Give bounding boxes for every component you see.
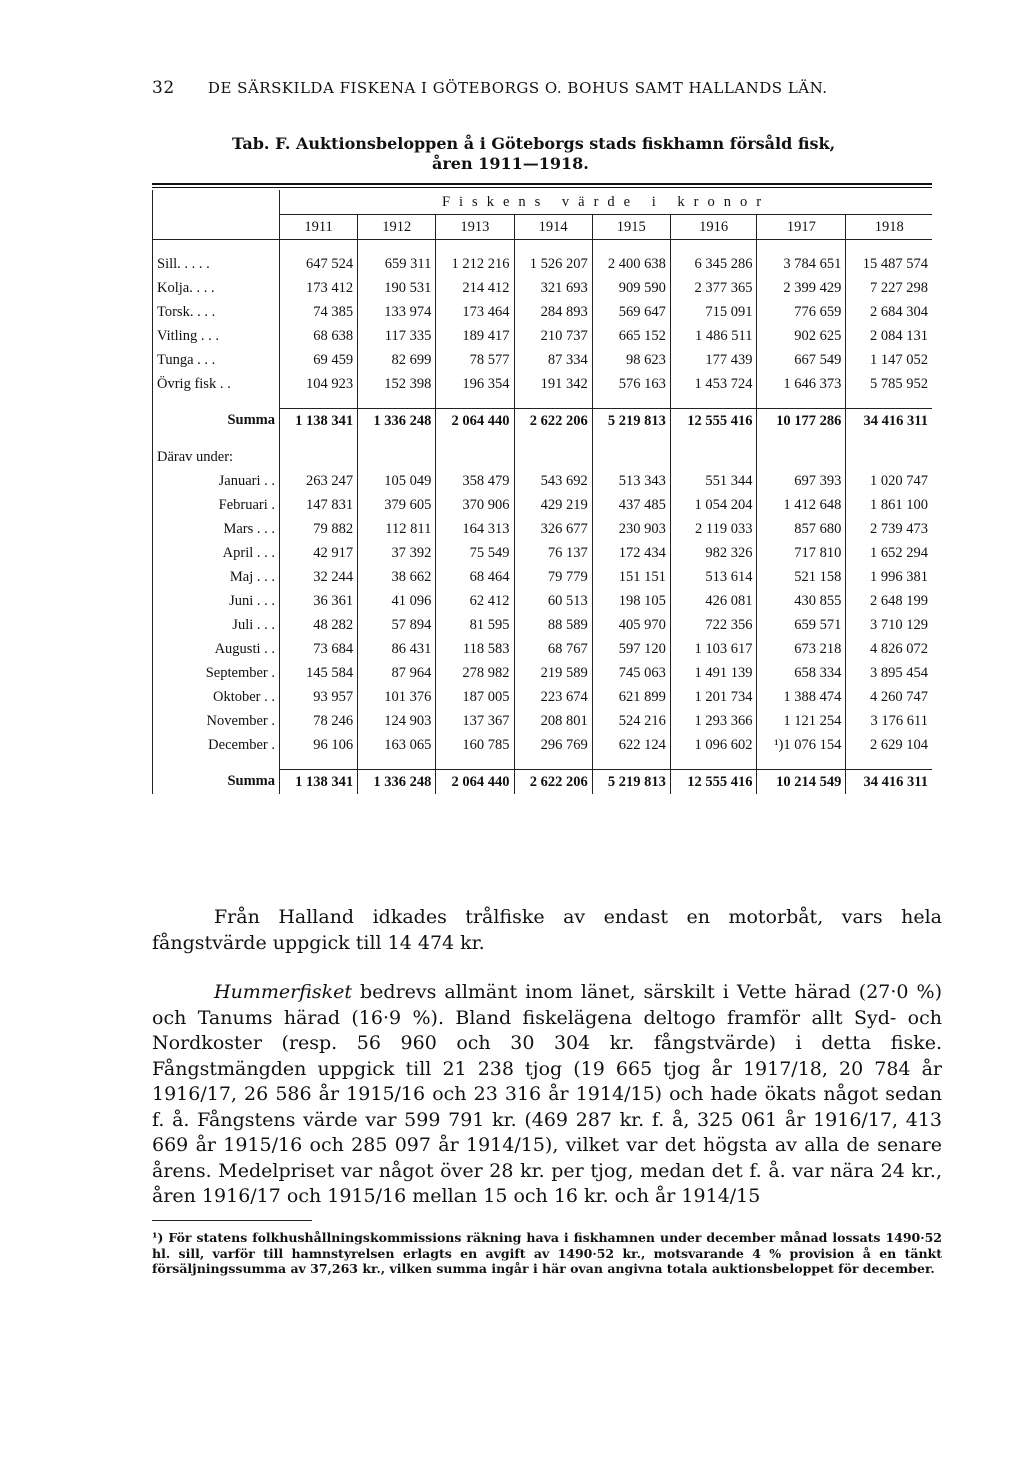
row-label: Februari .	[153, 493, 280, 517]
value-cell: 7 227 298	[846, 276, 932, 300]
value-cell: 87 334	[514, 348, 592, 372]
spacer-cell	[358, 240, 436, 253]
value-cell: 5 785 952	[846, 372, 932, 396]
month-row	[153, 733, 933, 757]
value-cell: 190 531	[358, 276, 436, 300]
empty-cell	[436, 445, 514, 469]
month-row	[153, 469, 933, 493]
row-label: Augusti . .	[153, 637, 280, 661]
value-cell: 659 311	[358, 252, 436, 276]
value-cell: 1 138 341	[280, 409, 358, 434]
empty-cell	[670, 445, 757, 469]
value-cell: 42 917	[280, 541, 358, 565]
spacer-cell	[592, 240, 670, 253]
value-cell: 189 417	[436, 324, 514, 348]
spacer-cell	[670, 240, 757, 253]
species-row	[153, 372, 933, 396]
row-label: Juli . . .	[153, 613, 280, 637]
value-cell: 5 219 813	[592, 770, 670, 795]
value-cell: 597 120	[592, 637, 670, 661]
value-cell: 86 431	[358, 637, 436, 661]
value-cell: 152 398	[358, 372, 436, 396]
value-cell: 12 555 416	[670, 409, 757, 434]
spacer-cell	[592, 396, 670, 409]
value-cell: 145 584	[280, 661, 358, 685]
spacer-cell	[846, 757, 932, 770]
value-cell: 88 589	[514, 613, 592, 637]
value-cell: 78 246	[280, 709, 358, 733]
spacer-cell	[436, 433, 514, 445]
spacer-cell	[280, 240, 358, 253]
value-cell: 187 005	[436, 685, 514, 709]
value-cell: 284 893	[514, 300, 592, 324]
value-cell: 81 595	[436, 613, 514, 637]
value-cell: 38 662	[358, 565, 436, 589]
row-label: Januari . .	[153, 469, 280, 493]
value-cell: 68 464	[436, 565, 514, 589]
spacer-cell	[757, 240, 846, 253]
row-label: Mars . . .	[153, 517, 280, 541]
value-cell: 1 453 724	[670, 372, 757, 396]
row-label: September .	[153, 661, 280, 685]
value-cell: 576 163	[592, 372, 670, 396]
value-cell: 2 629 104	[846, 733, 932, 757]
value-cell: 513 614	[670, 565, 757, 589]
value-cell: 1 121 254	[757, 709, 846, 733]
spacer-cell	[514, 396, 592, 409]
value-cell: 370 906	[436, 493, 514, 517]
value-cell: 73 684	[280, 637, 358, 661]
empty-cell	[358, 445, 436, 469]
value-cell: 75 549	[436, 541, 514, 565]
month-row	[153, 589, 933, 613]
row-label: December .	[153, 733, 280, 757]
value-cell: 5 219 813	[592, 409, 670, 434]
spacer-cell	[592, 433, 670, 445]
month-row	[153, 541, 933, 565]
value-cell: 151 151	[592, 565, 670, 589]
value-cell: 230 903	[592, 517, 670, 541]
value-cell: 2 119 033	[670, 517, 757, 541]
value-cell: 521 158	[757, 565, 846, 589]
spacer-cell	[436, 396, 514, 409]
species-row	[153, 276, 933, 300]
month-row	[153, 637, 933, 661]
value-cell: 62 412	[436, 589, 514, 613]
value-cell: 2 400 638	[592, 252, 670, 276]
spacer-row	[153, 757, 933, 770]
year-header: 1916	[670, 215, 757, 240]
table-top-rule-thin	[152, 187, 932, 188]
value-cell: 326 677	[514, 517, 592, 541]
row-label: Sill. . . . .	[153, 252, 280, 276]
year-header: 1913	[436, 215, 514, 240]
value-cell: 3 895 454	[846, 661, 932, 685]
species-row	[153, 348, 933, 372]
species-row	[153, 324, 933, 348]
value-cell: 173 412	[280, 276, 358, 300]
value-cell: 172 434	[592, 541, 670, 565]
year-header: 1911	[280, 215, 358, 240]
month-row	[153, 493, 933, 517]
row-label: Torsk. . . .	[153, 300, 280, 324]
month-row	[153, 661, 933, 685]
spacer-cell	[436, 240, 514, 253]
value-cell: 3 176 611	[846, 709, 932, 733]
value-cell: 524 216	[592, 709, 670, 733]
row-label: Juni . . .	[153, 589, 280, 613]
value-cell: 191 342	[514, 372, 592, 396]
value-cell: 1 861 100	[846, 493, 932, 517]
value-cell: 4 826 072	[846, 637, 932, 661]
empty-cell	[757, 445, 846, 469]
value-cell: 358 479	[436, 469, 514, 493]
corner-cell	[153, 215, 280, 240]
value-cell: 429 219	[514, 493, 592, 517]
value-cell: 2 064 440	[436, 409, 514, 434]
value-cell: 214 412	[436, 276, 514, 300]
spacer-cell	[153, 240, 280, 253]
spacer-row	[153, 240, 933, 253]
value-cell: 551 344	[670, 469, 757, 493]
value-cell: 118 583	[436, 637, 514, 661]
spacer-cell	[757, 396, 846, 409]
month-row	[153, 565, 933, 589]
value-cell: 776 659	[757, 300, 846, 324]
row-label: Summa	[153, 770, 280, 795]
year-header: 1915	[592, 215, 670, 240]
value-cell: 6 345 286	[670, 252, 757, 276]
value-cell: 1 336 248	[358, 770, 436, 795]
value-cell: 543 692	[514, 469, 592, 493]
corner-cell	[153, 190, 280, 215]
value-cell: 4 260 747	[846, 685, 932, 709]
footnote: ¹) För statens folkhushållningskommissions räkning hava i fiskhamnen under december månad lossats 1490·52 hl. sill, varför till hamnstyrelsen erlagts en avgift av 1490·52 kr., motsvarande 4 % provision å en tänkt försäljningssumma av 37,263 kr., vilken summa ingår i här ovan angivna totala auktionsbeloppet för december.	[152, 1230, 942, 1276]
year-header-row	[153, 215, 933, 240]
value-cell: 82 699	[358, 348, 436, 372]
value-cell: 60 513	[514, 589, 592, 613]
value-cell: 2 622 206	[514, 409, 592, 434]
row-label: Vitling . . .	[153, 324, 280, 348]
summa-row	[153, 409, 933, 434]
value-cell: 647 524	[280, 252, 358, 276]
species-row	[153, 300, 933, 324]
value-cell: 1 020 747	[846, 469, 932, 493]
value-cell: 117 335	[358, 324, 436, 348]
empty-cell	[280, 445, 358, 469]
value-cell: 3 710 129	[846, 613, 932, 637]
value-cell: 101 376	[358, 685, 436, 709]
value-cell: 87 964	[358, 661, 436, 685]
value-cell: 2 377 365	[670, 276, 757, 300]
year-header: 1918	[846, 215, 932, 240]
spacer-cell	[757, 757, 846, 770]
spacer-row	[153, 396, 933, 409]
value-cell: 104 923	[280, 372, 358, 396]
value-cell: 68 638	[280, 324, 358, 348]
spacer-cell	[358, 396, 436, 409]
span-header-row	[153, 190, 933, 215]
value-cell: 147 831	[280, 493, 358, 517]
spacer-cell	[670, 396, 757, 409]
value-cell: 1 526 207	[514, 252, 592, 276]
value-cell: 673 218	[757, 637, 846, 661]
value-cell: 278 982	[436, 661, 514, 685]
spacer-cell	[514, 757, 592, 770]
value-cell: 1 293 366	[670, 709, 757, 733]
spacer-row	[153, 433, 933, 445]
value-cell: 198 105	[592, 589, 670, 613]
value-cell: 76 137	[514, 541, 592, 565]
value-cell: 722 356	[670, 613, 757, 637]
value-cell: 667 549	[757, 348, 846, 372]
spacer-cell	[153, 396, 280, 409]
page-number: 32	[152, 78, 175, 98]
month-row	[153, 613, 933, 637]
value-cell: 405 970	[592, 613, 670, 637]
value-cell: ¹)1 076 154	[757, 733, 846, 757]
value-cell: 697 393	[757, 469, 846, 493]
value-cell: 208 801	[514, 709, 592, 733]
value-cell: 1 201 734	[670, 685, 757, 709]
value-cell: 426 081	[670, 589, 757, 613]
value-cell: 2 739 473	[846, 517, 932, 541]
value-cell: 98 623	[592, 348, 670, 372]
value-cell: 1 138 341	[280, 770, 358, 795]
value-cell: 93 957	[280, 685, 358, 709]
value-cell: 622 124	[592, 733, 670, 757]
value-cell: 658 334	[757, 661, 846, 685]
footnote-rule	[152, 1220, 312, 1221]
value-cell: 1 103 617	[670, 637, 757, 661]
value-cell: 2 622 206	[514, 770, 592, 795]
value-cell: 717 810	[757, 541, 846, 565]
spacer-cell	[280, 433, 358, 445]
value-cell: 430 855	[757, 589, 846, 613]
row-label: Kolja. . . .	[153, 276, 280, 300]
value-cell: 223 674	[514, 685, 592, 709]
value-cell: 36 361	[280, 589, 358, 613]
value-cell: 34 416 311	[846, 770, 932, 795]
value-cell: 1 412 648	[757, 493, 846, 517]
row-label: April . . .	[153, 541, 280, 565]
row-label: Maj . . .	[153, 565, 280, 589]
value-cell: 219 589	[514, 661, 592, 685]
value-cell: 78 577	[436, 348, 514, 372]
table-title-line2: åren 1911—1918.	[432, 154, 589, 173]
value-cell: 1 336 248	[358, 409, 436, 434]
value-cell: 10 214 549	[757, 770, 846, 795]
spacer-cell	[358, 757, 436, 770]
value-cell: 112 811	[358, 517, 436, 541]
paragraph-halland: Från Halland idkades trålfiske av endast en motorbåt, vars hela fångstvärde uppgick till 14 474 kr.	[152, 906, 942, 954]
value-cell: 745 063	[592, 661, 670, 685]
spacer-cell	[514, 240, 592, 253]
value-cell: 124 903	[358, 709, 436, 733]
value-cell: 513 343	[592, 469, 670, 493]
value-cell: 2 684 304	[846, 300, 932, 324]
value-cell: 12 555 416	[670, 770, 757, 795]
value-cell: 41 096	[358, 589, 436, 613]
value-cell: 105 049	[358, 469, 436, 493]
value-cell: 133 974	[358, 300, 436, 324]
value-cell: 1 652 294	[846, 541, 932, 565]
value-cell: 160 785	[436, 733, 514, 757]
value-cell: 15 487 574	[846, 252, 932, 276]
value-cell: 715 091	[670, 300, 757, 324]
spacer-cell	[280, 396, 358, 409]
value-cell: 909 590	[592, 276, 670, 300]
year-header: 1912	[358, 215, 436, 240]
italic-lead: Hummerfisket	[214, 981, 352, 1003]
value-cell: 37 392	[358, 541, 436, 565]
value-cell: 321 693	[514, 276, 592, 300]
empty-cell	[514, 445, 592, 469]
paragraph-hummer-text: bedrevs allmänt inom länet, särskilt i Vette härad (27·0 %) och Tanums härad (16·9 %). Bland fiskelägena deltogo framför allt Syd- och Nordkoster (resp. 56 960 och 30 304 kr. fångstvärde) i detta fiske. Fångstmängden uppgick till 21 238 tjog (19 665 tjog år 1917/18, 20 784 år 1916/17, 26 586 år 1915/16 och 23 316 år 1914/15) och hade ökats något sedan f. å. Fångstens värde var 599 791 kr. (469 287 kr. f. å, 325 061 år 1916/17, 413 669 år 1915/16 och 285 097 år 1914/15), vilket var det högsta av alla de senare årens. Medelpriset var något över 28 kr. per tjog, medan det f. å. var nära 24 kr., åren 1916/17 och 1915/16 mellan 15 och 16 kr. och år 1914/15	[152, 981, 942, 1207]
value-cell: 1 491 139	[670, 661, 757, 685]
spacer-cell	[514, 433, 592, 445]
running-header	[152, 78, 828, 98]
spacer-cell	[592, 757, 670, 770]
value-cell: 10 177 286	[757, 409, 846, 434]
value-cell: 1 996 381	[846, 565, 932, 589]
value-cell: 32 244	[280, 565, 358, 589]
value-cell: 96 106	[280, 733, 358, 757]
value-cell: 3 784 651	[757, 252, 846, 276]
value-cell: 296 769	[514, 733, 592, 757]
value-cell: 902 625	[757, 324, 846, 348]
table-title	[232, 134, 872, 174]
value-cell: 177 439	[670, 348, 757, 372]
value-cell: 79 882	[280, 517, 358, 541]
value-cell: 982 326	[670, 541, 757, 565]
row-label: Summa	[153, 409, 280, 434]
empty-cell	[846, 445, 932, 469]
spacer-cell	[846, 396, 932, 409]
value-cell: 1 096 602	[670, 733, 757, 757]
value-cell: 659 571	[757, 613, 846, 637]
spacer-cell	[757, 433, 846, 445]
value-cell: 1 212 216	[436, 252, 514, 276]
value-cell: 74 385	[280, 300, 358, 324]
value-cell: 210 737	[514, 324, 592, 348]
row-label: November .	[153, 709, 280, 733]
value-cell: 857 680	[757, 517, 846, 541]
value-cell: 379 605	[358, 493, 436, 517]
value-cell: 2 064 440	[436, 770, 514, 795]
value-cell: 48 282	[280, 613, 358, 637]
spacer-cell	[153, 433, 280, 445]
value-cell: 68 767	[514, 637, 592, 661]
row-label: Oktober . .	[153, 685, 280, 709]
species-row	[153, 252, 933, 276]
spacer-cell	[846, 240, 932, 253]
value-cell: 173 464	[436, 300, 514, 324]
running-title: DE SÄRSKILDA FISKENA I GÖTEBORGS O. BOHUS SAMT HALLANDS LÄN.	[207, 79, 828, 97]
row-label: Övrig fisk . .	[153, 372, 280, 396]
spacer-cell	[670, 433, 757, 445]
spacer-cell	[670, 757, 757, 770]
value-cell: 163 065	[358, 733, 436, 757]
darav-row	[153, 445, 933, 469]
spacer-cell	[436, 757, 514, 770]
month-row	[153, 517, 933, 541]
value-cell: 196 354	[436, 372, 514, 396]
value-cell: 1 147 052	[846, 348, 932, 372]
value-cell: 437 485	[592, 493, 670, 517]
value-cell: 1 486 511	[670, 324, 757, 348]
table-title-line1: Tab. F. Auktionsbeloppen å i Göteborgs stads fiskhamn försåld fisk,	[232, 134, 836, 153]
value-cell: 665 152	[592, 324, 670, 348]
table-top-rule	[152, 183, 932, 185]
year-header: 1914	[514, 215, 592, 240]
row-label: Tunga . . .	[153, 348, 280, 372]
month-row	[153, 709, 933, 733]
spacer-cell	[153, 757, 280, 770]
value-cell: 263 247	[280, 469, 358, 493]
value-cell: 57 894	[358, 613, 436, 637]
spacer-cell	[358, 433, 436, 445]
spacer-cell	[280, 757, 358, 770]
summa-row	[153, 770, 933, 795]
value-cell: 621 899	[592, 685, 670, 709]
value-cell: 69 459	[280, 348, 358, 372]
value-cell: 2 084 131	[846, 324, 932, 348]
value-cell: 1 646 373	[757, 372, 846, 396]
value-cell: 137 367	[436, 709, 514, 733]
paragraph-hummerfisket	[152, 980, 942, 1210]
month-row	[153, 685, 933, 709]
value-cell: 34 416 311	[846, 409, 932, 434]
auction-table	[152, 190, 932, 794]
year-header: 1917	[757, 215, 846, 240]
value-cell: 164 313	[436, 517, 514, 541]
value-cell: 79 779	[514, 565, 592, 589]
value-cell: 569 647	[592, 300, 670, 324]
darav-label: Därav under:	[153, 445, 280, 469]
value-cell: 1 054 204	[670, 493, 757, 517]
empty-cell	[592, 445, 670, 469]
span-header: Fiskens värde i kronor	[280, 190, 933, 215]
value-cell: 2 399 429	[757, 276, 846, 300]
value-cell: 2 648 199	[846, 589, 932, 613]
spacer-cell	[846, 433, 932, 445]
value-cell: 1 388 474	[757, 685, 846, 709]
